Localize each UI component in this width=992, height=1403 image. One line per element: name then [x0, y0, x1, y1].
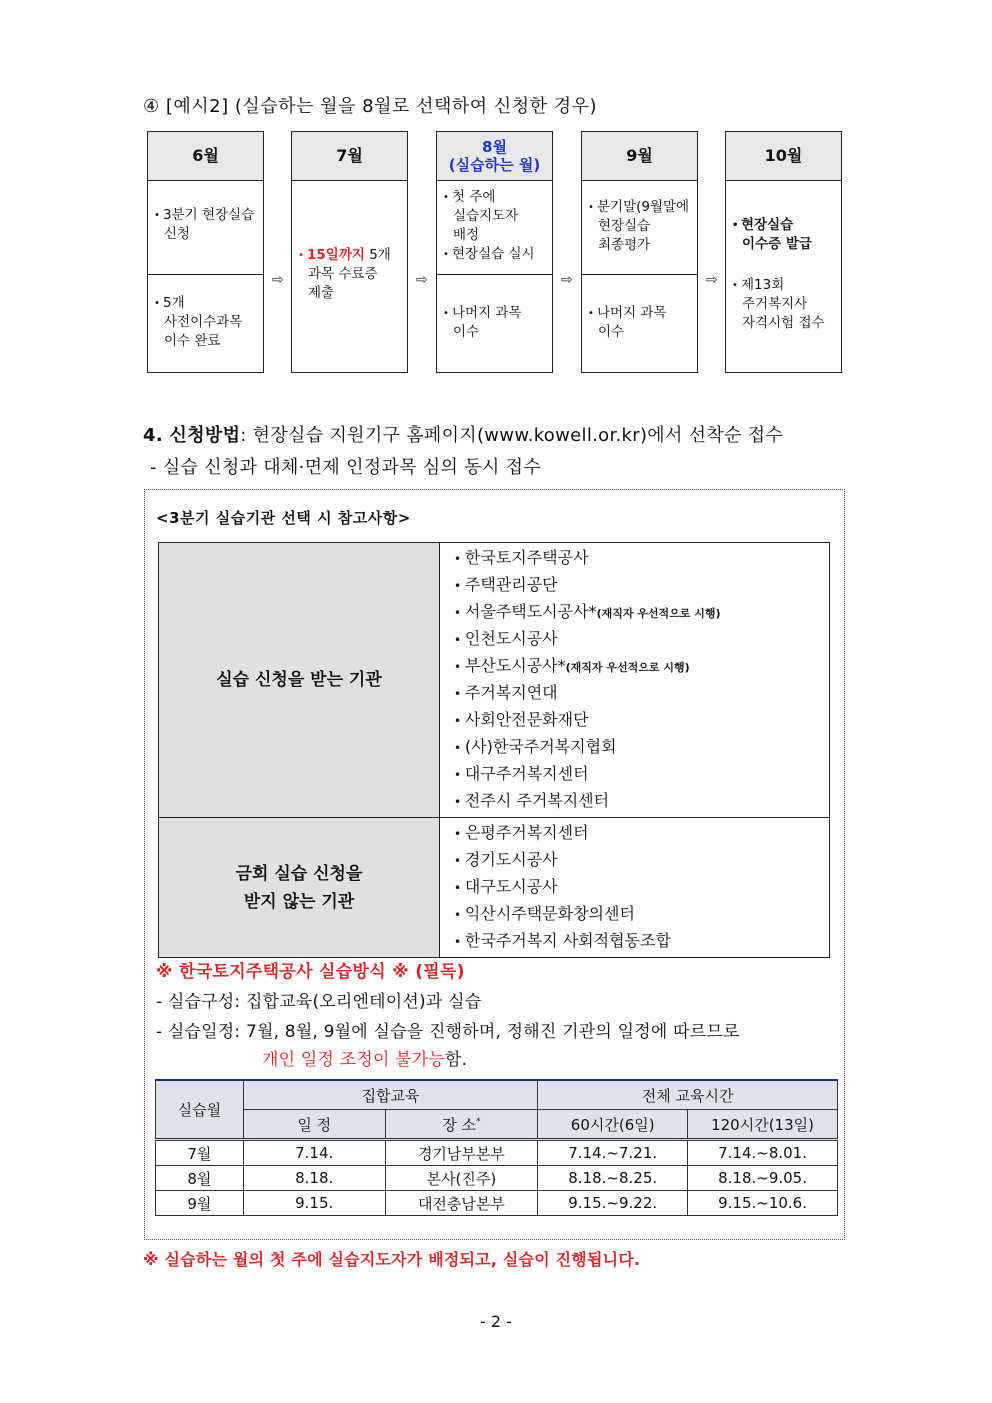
- timeline-col-october: [725, 131, 842, 373]
- header-month: 실습월: [156, 1080, 244, 1140]
- timeline-col-september: [581, 131, 698, 373]
- timeline-col-august: [436, 131, 553, 373]
- header-group-total: 전체 교육시간: [538, 1080, 838, 1110]
- cell-month: 7월: [156, 1140, 244, 1166]
- timeline-col-june: [147, 131, 264, 373]
- list-item: • 대구주거복지센터: [454, 761, 829, 788]
- timeline-col-july: [291, 131, 408, 373]
- bottom-note: ※ 실습하는 월의 첫 주에 실습지도자가 배정되고, 실습이 진행됩니다.: [143, 1250, 641, 1269]
- list-item: • 경기도시공사: [454, 847, 829, 874]
- list-item: • 주택관리공단: [454, 572, 829, 599]
- not-accepting-label: 금회 실습 신청을 받지 않는 기관: [159, 818, 440, 958]
- cell-date: 9.15.: [243, 1191, 385, 1216]
- col-header: 9월: [582, 132, 697, 181]
- not-accepting-list: [440, 818, 830, 958]
- col-cell-bottom: • 제13회 주거복지사 자격시험 접수: [732, 277, 825, 331]
- list-item: • 전주시 주거복지센터: [454, 788, 829, 815]
- list-item: • (사)한국주거복지협회: [454, 734, 829, 761]
- list-item: • 인천도시공사: [454, 626, 829, 653]
- cell-date: 8.18.: [243, 1166, 385, 1191]
- page-number: - 2 -: [480, 1312, 512, 1331]
- list-item: • 한국주거복지 사회적협동조합: [454, 928, 829, 955]
- notice-line: 개인 일정 조정이 불가능함.: [262, 1050, 468, 1070]
- cell-month: 9월: [156, 1191, 244, 1216]
- cell-place: 본사(진주): [385, 1166, 538, 1191]
- col-cell-bottom: • 나머지 과목 이수: [588, 305, 667, 340]
- col-cell-top: • 현장실습 이수증 발급: [732, 217, 812, 252]
- col-cell-top: • 첫 주에 실습지도자 배정 • 현장실습 실시: [443, 189, 535, 262]
- header-date: 일 정: [243, 1110, 385, 1140]
- accepting-label: 실습 신청을 받는 기관: [159, 543, 440, 818]
- notice-line: - 실습구성: 집합교육(오리엔테이션)과 실습: [156, 992, 482, 1012]
- list-item: • 부산도시공사*(재직자 우선적으로 시행): [454, 653, 829, 680]
- table-row: [156, 1191, 838, 1216]
- cell-60h: 7.14.~7.21.: [538, 1140, 688, 1166]
- list-item: • 사회안전문화재단: [454, 707, 829, 734]
- header-place: 장 소*: [385, 1110, 538, 1140]
- cell-60h: 9.15.~9.22.: [538, 1191, 688, 1216]
- list-item: • 은평주거복지센터: [454, 820, 829, 847]
- list-item: • 대구도시공사: [454, 874, 829, 901]
- header-120h: 120시간(13일): [688, 1110, 838, 1140]
- col-header: 7월: [292, 132, 407, 181]
- col-cell-top: • 3분기 현장실습 신청: [154, 207, 255, 242]
- col-cell-middle: • 15일까지 5개 과목 수료증 제출: [298, 247, 391, 301]
- list-item: • 익산시주택문화창의센터: [454, 901, 829, 928]
- cell-date: 7.14.: [243, 1140, 385, 1166]
- header-60h: 60시간(6일): [538, 1110, 688, 1140]
- col-cell-bottom: • 나머지 과목 이수: [443, 305, 522, 340]
- example-title: ④ [예시2] (실습하는 월을 8월로 선택하여 신청한 경우): [143, 96, 598, 117]
- col-cell-top: • 분기말(9월말에 현장실습 최종평가: [588, 199, 690, 253]
- col-header: 10월: [726, 132, 841, 181]
- table-row: [156, 1166, 838, 1191]
- arrow-icon: ⇨: [416, 272, 428, 288]
- cell-120h: 7.14.~8.01.: [688, 1140, 838, 1166]
- cell-place: 대전충남본부: [385, 1191, 538, 1216]
- cell-place: 경기남부본부: [385, 1140, 538, 1166]
- notice-line: - 실습일정: 7월, 8월, 9월에 실습을 진행하며, 정해진 기관의 일정에 따르므로: [156, 1022, 740, 1042]
- cell-60h: 8.18.~8.25.: [538, 1166, 688, 1191]
- col-cell-bottom: • 5개 사전이수과목 이수 완료: [154, 295, 243, 349]
- cell-month: 8월: [156, 1166, 244, 1191]
- header-group-training: 집합교육: [243, 1080, 537, 1110]
- section-subline: - 실습 신청과 대체·면제 인정과목 심의 동시 접수: [150, 457, 542, 478]
- schedule-table: [155, 1079, 838, 1216]
- accepting-list: [440, 543, 830, 818]
- reference-title: <3분기 실습기관 선택 시 참고사항>: [156, 509, 411, 527]
- arrow-icon: ⇨: [272, 272, 284, 288]
- institution-table: [158, 542, 830, 958]
- list-item: • 주거복지연대: [454, 680, 829, 707]
- table-row: [156, 1140, 838, 1166]
- cell-120h: 8.18.~9.05.: [688, 1166, 838, 1191]
- col-header: 6월: [148, 132, 263, 181]
- cell-120h: 9.15.~10.6.: [688, 1191, 838, 1216]
- arrow-icon: ⇨: [561, 272, 573, 288]
- list-item: • 한국토지주택공사: [454, 545, 829, 572]
- section-title: 4. 신청방법: 현장실습 지원기구 홈페이지(www.kowell.or.kr)에서 선착순 접수: [143, 425, 784, 446]
- notice-title: ※ 한국토지주택공사 실습방식 ※ (필독): [156, 962, 465, 982]
- arrow-icon: ⇨: [706, 272, 718, 288]
- col-header: 8월 (실습하는 월): [437, 132, 552, 181]
- list-item: • 서울주택도시공사*(재직자 우선적으로 시행): [454, 599, 829, 626]
